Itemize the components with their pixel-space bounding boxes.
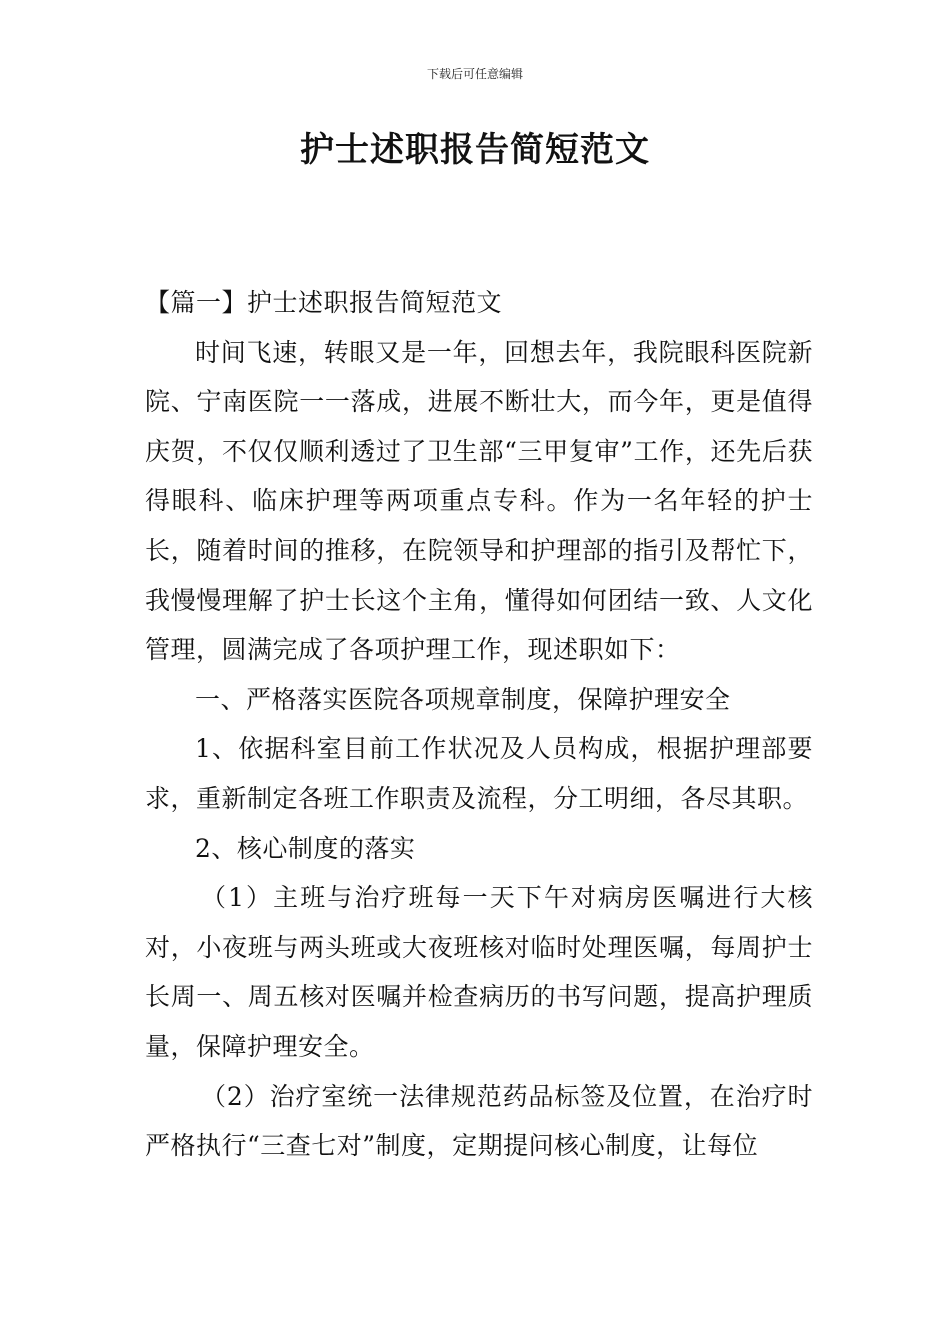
header-note: 下载后可任意编辑 (426, 67, 523, 81)
paragraph-item-1: 1、依据科室目前工作状况及人员构成，根据护理部要求，重新制定各班工作职责及流程，分工明细，各尽其职。 (145, 734, 813, 813)
paragraph-item-2: 2、核心制度的落实 (195, 833, 416, 863)
paragraph-heading-one: 一、严格落实医院各项规章制度，保障护理安全 (195, 684, 731, 714)
document-title: 护士述职报告简短范文 (300, 130, 650, 170)
paragraph-subitem-1: （1）主班与治疗班每一天下午对病房医嘱进行大核对，小夜班与两头班或大夜班核对临时处理医嘱，每周护士长周一、周五核对医嘱并检查病历的书写问题，提高护理质量，保障护理安全。 (145, 883, 813, 1061)
section-heading: 【篇一】护士述职报告简短范文 (145, 288, 503, 317)
document-body (145, 278, 813, 1171)
paragraph-subitem-2: （2）治疗室统一法律规范药品标签及位置，在治疗时严格执行“三查七对”制度，定期提问核心制度，让每位 (145, 1081, 813, 1161)
paragraph-intro: 时间飞速，转眼又是一年，回想去年，我院眼科医院新院、宁南医院一一落成，进展不断壮大，而今年，更是值得庆贺，不仅仅顺利透过了卫生部“三甲复审”工作，还先后获得眼科、临床护理等两项重点专科。作为一名年轻的护士长，随着时间的推移，在院领导和护理部的指引及帮忙下，我慢慢理解了护士长这个主角，懂得如何团结一致、人文化管理，圆满完成了各项护理工作，现述职如下： (145, 337, 813, 665)
